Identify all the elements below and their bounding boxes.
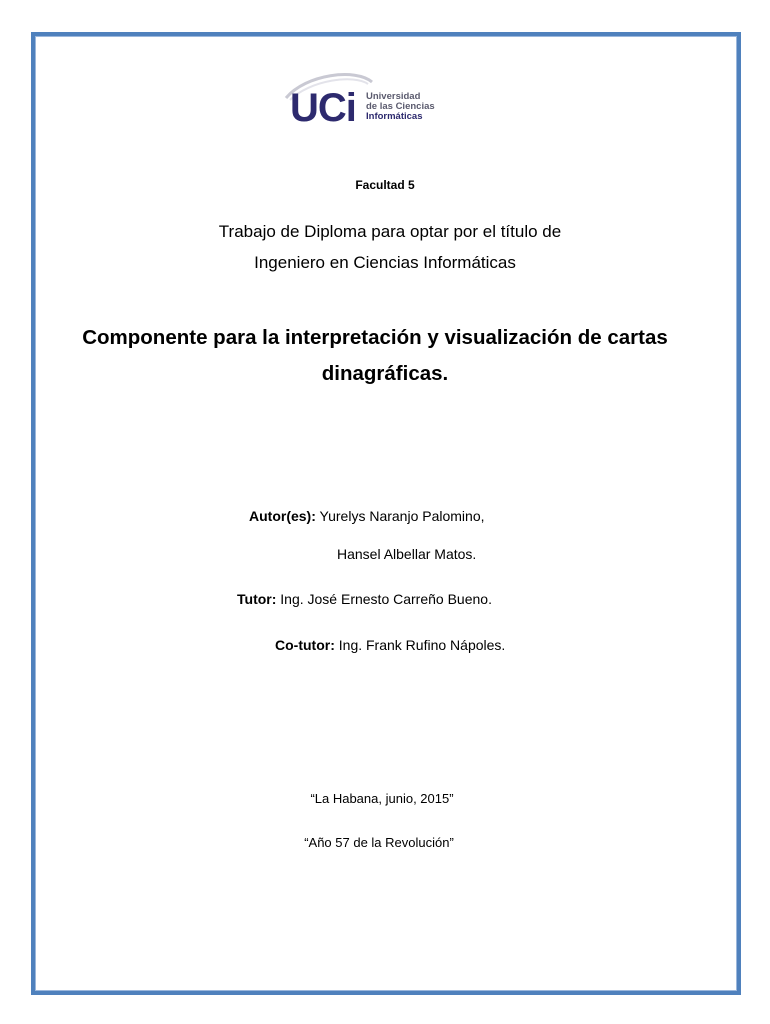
subtitle-line-2: Ingeniero en Ciencias Informáticas <box>254 253 516 272</box>
cotutor-name: Ing. Frank Rufino Nápoles. <box>338 637 506 653</box>
logo-text <box>366 92 435 122</box>
thesis-title-line-1: Componente para la interpretación y visualización de cartas <box>82 326 668 349</box>
logo-letters: UCi <box>290 86 356 130</box>
subtitle-line-1: Trabajo de Diploma para optar por el título de <box>218 222 562 241</box>
logo-line-1: Universidad <box>366 91 421 102</box>
authors-label: Autor(es): <box>249 508 316 524</box>
cotutor-line <box>275 637 505 653</box>
cotutor-label: Co-tutor: <box>275 637 335 653</box>
uci-logo <box>276 70 446 130</box>
year-motto: “Año 57 de la Revolución” <box>304 835 454 850</box>
tutor-line <box>237 591 492 607</box>
author-1: Yurelys Naranjo Palomino, <box>319 508 485 524</box>
logo-line-2: de las Ciencias <box>366 101 435 112</box>
author-2: Hansel Albellar Matos. <box>337 546 477 562</box>
tutor-label: Tutor: <box>237 591 277 607</box>
faculty: Facultad 5 <box>355 178 415 192</box>
logo-line-3: Informáticas <box>366 111 423 122</box>
thesis-title-line-2: dinagráficas. <box>321 362 449 385</box>
authors-line <box>249 508 485 524</box>
tutor-name: Ing. José Ernesto Carreño Bueno. <box>280 591 492 607</box>
place-date: “La Habana, junio, 2015” <box>310 791 454 806</box>
